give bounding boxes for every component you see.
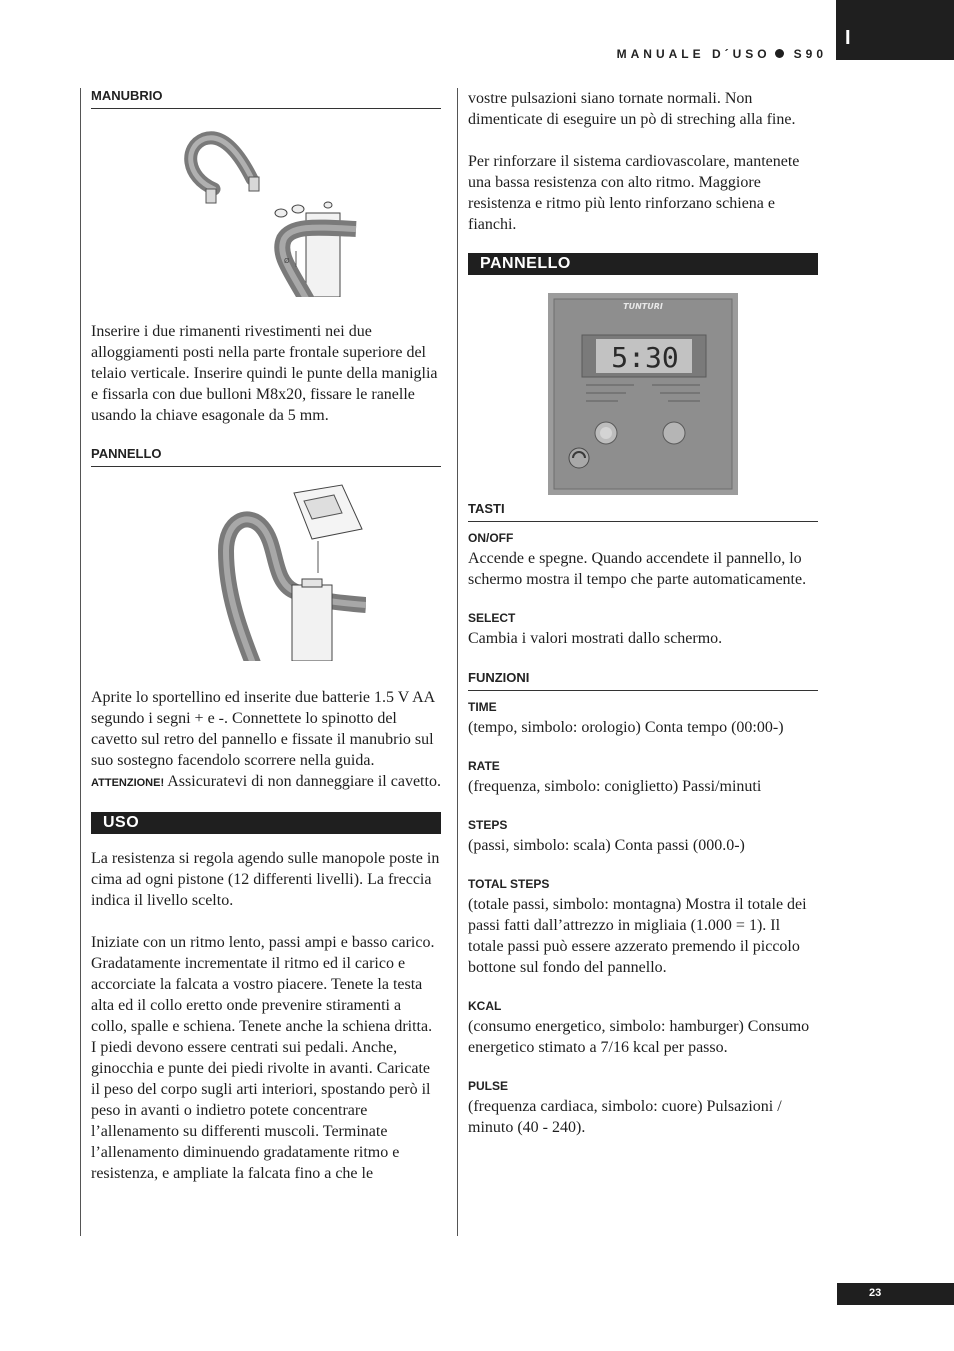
onoff-label: ON/OFF (468, 531, 514, 545)
rate-text: (frequenza, simbolo: coniglietto) Passi/minuti (468, 778, 762, 795)
page-number-label: 23 (869, 1287, 882, 1299)
left-column (91, 88, 441, 1184)
onoff-text: Accende e spegne. Quando accendete il pannello, lo schermo mostra il tempo che parte automaticamente. (468, 550, 807, 588)
pannello-text-b: Assicuratevi di non danneggiare il cavetto. (167, 773, 441, 790)
steps-label: STEPS (468, 818, 508, 832)
page-number (837, 1283, 954, 1305)
running-header (617, 47, 827, 61)
steps-text: (passi, simbolo: scala) Conta passi (000.0-) (468, 837, 745, 854)
total-steps-text: (totale passi, simbolo: montagna) Mostra il totale dei passi fatti dall’attrezzo in migliaia (1.000 = 1). Il totale passi può essere azzerato premendo il piccolo bottone sul fondo del pannello. (468, 896, 807, 976)
funzioni-heading: FUNZIONI (468, 670, 818, 691)
continued-paragraph: vostre pulsazioni siano tornate normali. Non dimenticate di eseguire un pò di streching alla fine. (468, 90, 796, 128)
rate-label: RATE (468, 759, 500, 773)
bullet-icon (775, 49, 784, 58)
svg-text:Ø: Ø (284, 257, 290, 265)
console-mounting-figure (166, 481, 366, 661)
pulse-label: PULSE (468, 1079, 509, 1093)
language-label: I (845, 27, 851, 49)
time-text: (tempo, simbolo: orologio) Conta tempo (00:00-) (468, 719, 784, 736)
total-steps-label: TOTAL STEPS (468, 877, 550, 891)
console-panel-photo (548, 293, 738, 495)
pannello-heading-left: PANNELLO (91, 446, 441, 467)
console-display: 5:30 (611, 341, 679, 374)
uso-paragraph-1: La resistenza si regola agendo sulle manopole poste in cima ad ogni pistone (12 differenti livelli). La freccia indica il livello scelto. (91, 850, 440, 909)
manubrio-text: Inserire i due rimanenti rivestimenti nei due alloggiamenti posti nella parte frontale superiore del telaio verticale. Inserire quindi le punte della maniglia e fissarla con due bulloni M8x20, fissare le ranelle usando la chiave esagonale da 5 mm. (91, 323, 438, 424)
language-tab (836, 0, 954, 60)
left-margin-rule (80, 88, 81, 1236)
uso-heading: USO (91, 812, 441, 834)
manubrio-heading: MANUBRIO (91, 88, 441, 109)
tasti-heading: TASTI (468, 501, 818, 522)
uso-paragraph-2: Iniziate con un ritmo lento, passi ampi e basso carico. Gradatamente incrementate il ritmo ed il carico e accorciate la falcata a vostro piacere. Tenete la testa alta ed il collo eretto onde prevenire stiramenti a collo, spalle e schiena. Tenete anche la schiena dritta. I piedi devono essere centrati sui pedali. Anche, ginocchia e punte dei piedi rivolte in avanti. Caricate il peso del corpo sugli arti interiori, spostando però il peso in avanti o indietro potete concentrare l’allenamento su differenti muscoli. Terminate l’allenamento diminuendo gradatamente ritmo e resistenza, e ampliate la falcata fino a che le (91, 934, 435, 1182)
manual-title: MANUALE D´USO (616, 47, 771, 61)
cardio-paragraph: Per rinforzare il sistema cardiovascolare, mantenete una bassa resistenza con alto ritmo. Maggiore resistenza e ritmo più lento rinforzano schiena e fianchi. (468, 153, 800, 233)
select-text: Cambia i valori mostrati dallo schermo. (468, 630, 723, 647)
right-column (468, 88, 818, 1138)
console-brand: TUNTURI (623, 302, 663, 311)
pannello-text (91, 687, 441, 794)
column-divider (457, 88, 458, 1236)
pannello-heading-right: PANNELLO (468, 253, 818, 275)
time-label: TIME (468, 700, 497, 714)
attention-label: ATTENZIONE! (91, 777, 165, 789)
kcal-label: KCAL (468, 999, 502, 1013)
pulse-text: (frequenza cardiaca, simbolo: cuore) Pulsazioni / minuto (40 - 240). (468, 1098, 782, 1136)
select-label: SELECT (468, 611, 516, 625)
pannello-text-a: Aprite lo sportellino ed inserite due batterie 1.5 V AA segundo i segni + e -. Connettete lo spinotto del cavetto sul retro del pannello e fissate il manubrio sul suo sostegno facendolo scorrere nella guida. (91, 689, 435, 769)
model-name: S90 (793, 47, 827, 61)
kcal-text: (consumo energetico, simbolo: hamburger) Consumo energetico stimato a 7/16 kcal per passo. (468, 1018, 810, 1056)
handlebar-assembly-figure (166, 117, 366, 297)
